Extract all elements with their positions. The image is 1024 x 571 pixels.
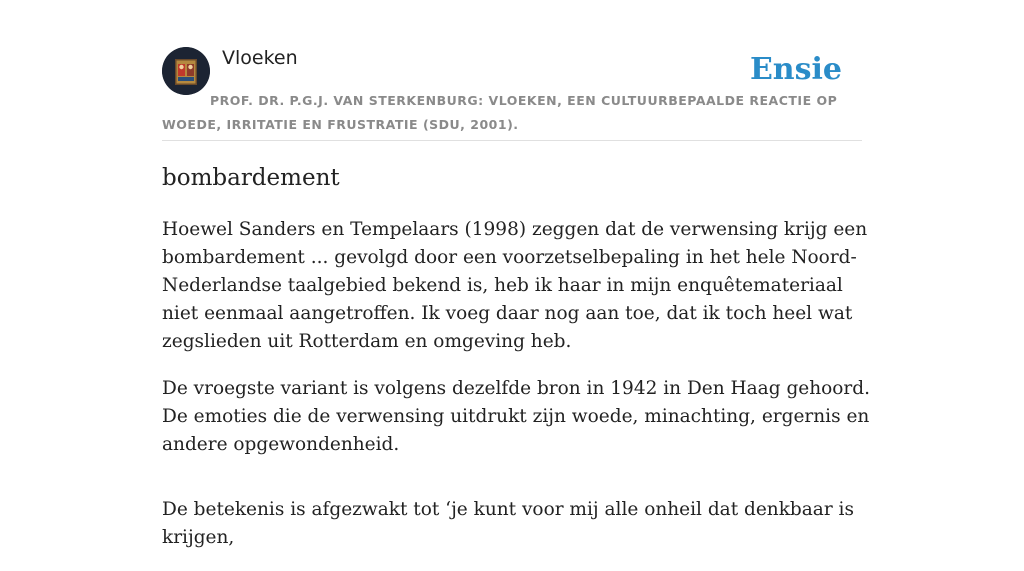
entry-paragraph: De betekenis is afgezwakt tot ‘je kunt voor mij alle onheil dat denkbaar is krijgen, (162, 499, 854, 548)
avatar[interactable] (162, 47, 210, 95)
page (162, 0, 870, 548)
book-cover-icon (162, 47, 210, 95)
entry-body (162, 216, 872, 571)
entry-title: bombardement (162, 165, 340, 191)
brand-logo[interactable]: Ensie (749, 52, 842, 87)
entry-paragraph: De vroegste variant is volgens dezelfde bron in 1942 in Den Haag gehoord. De emoties die de verwensing uitdrukt zijn woede, minachting, ergernis en andere opgewondenheid. (162, 378, 870, 455)
site-name[interactable]: Vloeken (222, 47, 298, 69)
header (162, 0, 862, 141)
source-citation: PROF. DR. P.G.J. VAN STERKENBURG: VLOEKEN, EEN CULTUURBEPAALDE REACTIE OP WOEDE, IRRITATIE EN FRUSTRATIE (SDU, 2001). (162, 93, 838, 132)
entry-paragraph: Hoewel Sanders en Tempelaars (1998) zeggen dat de verwensing krijg een bombardement ... gevolgd door een voorzetselbepaling in het hele Noord-Nederlandse taalgebied bekend is, heb ik haar in mijn enquêtemateriaal niet eenmaal aangetroffen. Ik voeg daar nog aan toe, dat ik toch heel wat zegslieden uit Rotterdam en omgeving heb. (162, 219, 868, 352)
